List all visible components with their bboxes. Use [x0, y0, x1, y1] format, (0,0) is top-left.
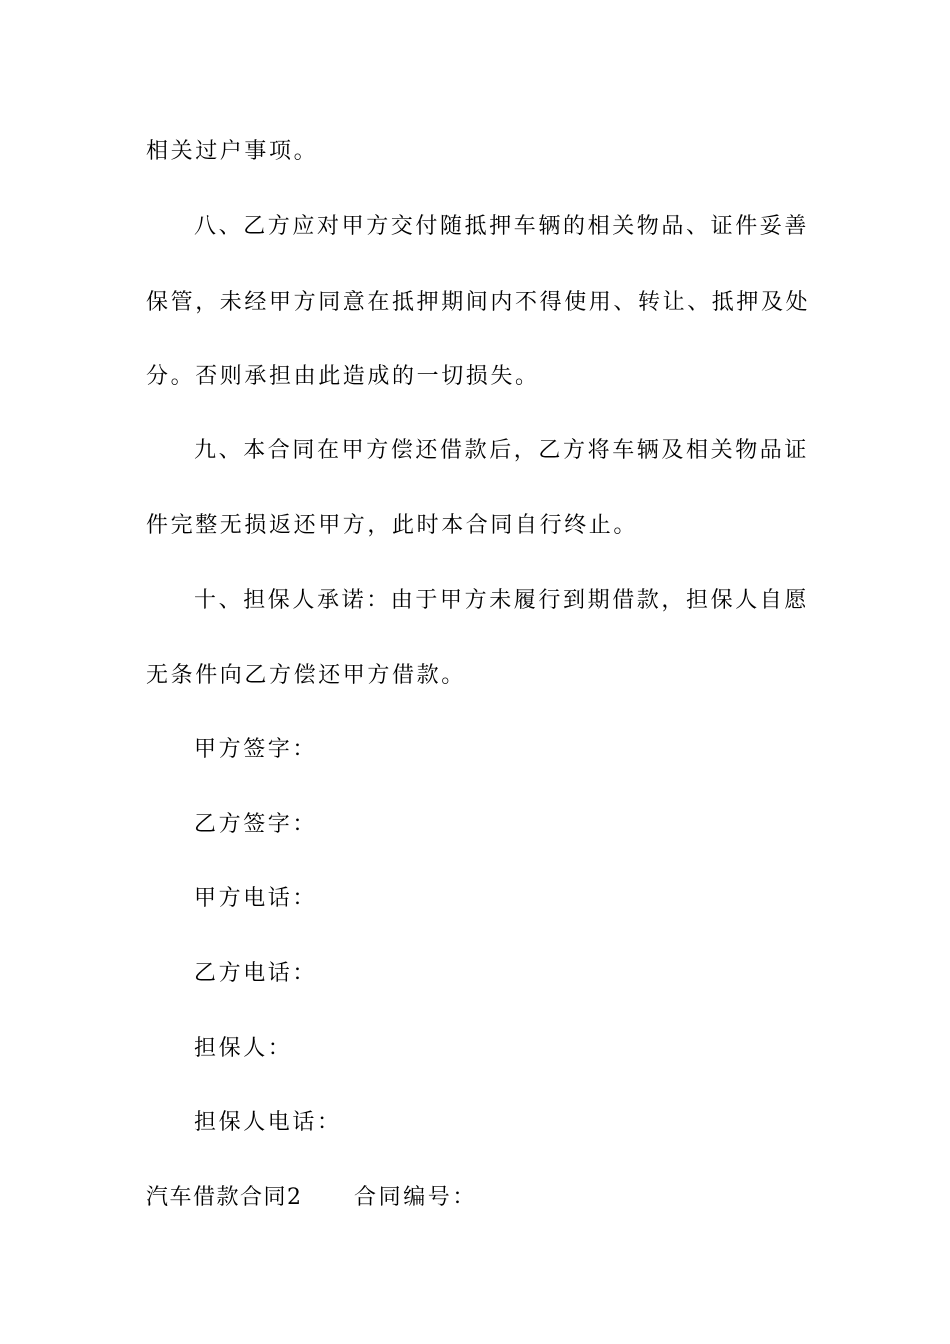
guarantor-phone-label: 担保人电话： [194, 1110, 342, 1135]
clause-9-line-1: 九、本合同在甲方偿还借款后，乙方将车辆及相关物品证 [194, 438, 810, 463]
guarantor-label: 担保人： [194, 1036, 293, 1061]
clause-8-line-1: 八、乙方应对甲方交付随抵押车辆的相关物品、证件妥善 [194, 214, 810, 239]
party-b-signature-label: 乙方签字： [194, 812, 318, 837]
party-a-phone-label: 甲方电话： [194, 886, 318, 911]
party-b-phone-label: 乙方电话： [194, 961, 318, 986]
clause-8-line-2: 保管，未经甲方同意在抵押期间内不得使用、转让、抵押及处 [146, 290, 811, 315]
party-a-signature-label: 甲方签字： [194, 737, 318, 762]
clause-10-line-2: 无条件向乙方偿还甲方借款。 [146, 663, 466, 688]
clause-8-line-3: 分。否则承担由此造成的一切损失。 [146, 364, 540, 389]
clause-9-line-2: 件完整无损返还甲方，此时本合同自行终止。 [146, 513, 639, 538]
next-contract-title: 汽车借款合同2 [146, 1185, 303, 1210]
clause-7-continuation: 相关过户事项。 [146, 139, 319, 164]
clause-10-line-1: 十、担保人承诺：由于甲方未履行到期借款，担保人自愿 [194, 588, 810, 613]
contract-number-label: 合同编号： [354, 1185, 478, 1210]
